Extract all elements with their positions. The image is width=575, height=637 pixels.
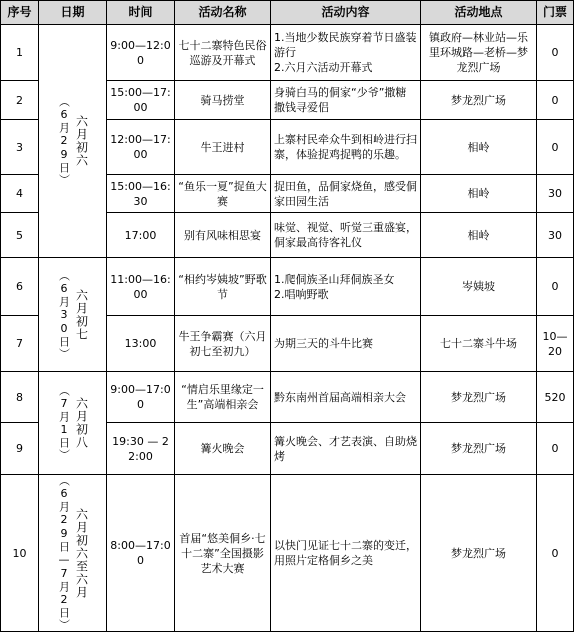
- activity-name-cell: “相约岑姨坡”野歌节: [175, 258, 271, 316]
- activity-name-cell: “鱼乐一夏”捉鱼大赛: [175, 175, 271, 213]
- lunar-date: 六月初六: [74, 115, 89, 167]
- time-cell: 9:00—12:00: [107, 25, 175, 81]
- ticket-cell: 0: [537, 423, 574, 475]
- ticket-cell: 0: [537, 258, 574, 316]
- ticket-cell: 520: [537, 372, 574, 423]
- activity-content-cell: 为期三天的斗牛比赛: [271, 316, 421, 372]
- ticket-cell: 0: [537, 120, 574, 175]
- ticket-cell: 30: [537, 213, 574, 258]
- ticket-cell: 0: [537, 475, 574, 632]
- activity-place-cell: 相岭: [421, 120, 537, 175]
- activity-name-cell: 首届“悠美侗乡·七十二寨”全国摄影艺术大赛: [175, 475, 271, 632]
- solar-date: （6月29日）: [57, 96, 71, 186]
- time-cell: 9:00—17:00: [107, 372, 175, 423]
- activity-content-cell: 上寨村民牵众牛到相岭进行扫寨，体验捉鸡捉鸭的乐趣。: [271, 120, 421, 175]
- time-cell: 15:00—17:00: [107, 81, 175, 120]
- solar-date: （7月1日）: [57, 385, 71, 461]
- date-cell: [39, 25, 107, 258]
- activity-place-cell: 梦龙烈广场: [421, 475, 537, 632]
- time-cell: 19:30 — 22:00: [107, 423, 175, 475]
- table-row: [1, 475, 574, 632]
- header-content: 活动内容: [271, 1, 421, 25]
- header-seq: 序号: [1, 1, 39, 25]
- ticket-cell: 0: [537, 25, 574, 81]
- seq-cell: 8: [1, 372, 39, 423]
- activity-name-cell: “情启乐里缘定一生”高端相亲会: [175, 372, 271, 423]
- seq-cell: 4: [1, 175, 39, 213]
- seq-cell: 7: [1, 316, 39, 372]
- date-cell: [39, 258, 107, 372]
- lunar-date: 六月初六至六月: [74, 507, 89, 599]
- lunar-date: 六月初八: [74, 397, 89, 449]
- activity-content-cell: 黔东南州首届高端相亲大会: [271, 372, 421, 423]
- time-cell: 12:00—17:00: [107, 120, 175, 175]
- activity-place-cell: 梦龙烈广场: [421, 423, 537, 475]
- time-cell: 15:00—16:30: [107, 175, 175, 213]
- date-group: [39, 96, 106, 186]
- date-cell: [39, 475, 107, 632]
- time-cell: 17:00: [107, 213, 175, 258]
- date-group: [39, 475, 106, 631]
- activity-name-cell: 牛王争霸赛（六月初七至初九）: [175, 316, 271, 372]
- time-cell: 13:00: [107, 316, 175, 372]
- seq-cell: 6: [1, 258, 39, 316]
- header-place: 活动地点: [421, 1, 537, 25]
- seq-cell: 10: [1, 475, 39, 632]
- time-cell: 11:00—16:00: [107, 258, 175, 316]
- solar-date: （6月29日—7月2日）: [57, 475, 71, 631]
- seq-cell: 3: [1, 120, 39, 175]
- activity-content-cell: 篝火晚会、才艺表演、自助烧烤: [271, 423, 421, 475]
- seq-cell: 1: [1, 25, 39, 81]
- header-time: 时间: [107, 1, 175, 25]
- seq-cell: 2: [1, 81, 39, 120]
- ticket-cell: 0: [537, 81, 574, 120]
- date-cell: [39, 372, 107, 475]
- table-row: [1, 258, 574, 316]
- activity-name-cell: 别有风味相思宴: [175, 213, 271, 258]
- date-group: [39, 385, 106, 461]
- lunar-date: 六月初七: [74, 288, 89, 341]
- header-name: 活动名称: [175, 1, 271, 25]
- activity-name-cell: 七十二寨特色民俗巡游及开幕式: [175, 25, 271, 81]
- activity-content-cell: 以快门见证七十二寨的变迁，用照片定格侗乡之美: [271, 475, 421, 632]
- activity-content-cell: 1.当地少数民族穿着节日盛装游行 2.六月六活动开幕式: [271, 25, 421, 81]
- activity-place-cell: 七十二寨斗牛场: [421, 316, 537, 372]
- header-date: 日期: [39, 1, 107, 25]
- table-row: [1, 372, 574, 423]
- activity-name-cell: 篝火晚会: [175, 423, 271, 475]
- activity-place-cell: 镇政府—林业站—乐里环城路—老桥—梦龙烈广场: [421, 25, 537, 81]
- header-row: [1, 1, 574, 25]
- activity-name-cell: 牛王进村: [175, 120, 271, 175]
- time-cell: 8:00—17:00: [107, 475, 175, 632]
- activity-place-cell: 相岭: [421, 175, 537, 213]
- activity-place-cell: 梦龙烈广场: [421, 372, 537, 423]
- activity-place-cell: 相岭: [421, 213, 537, 258]
- ticket-cell: 10—20: [537, 316, 574, 372]
- activity-place-cell: 梦龙烈广场: [421, 81, 537, 120]
- header-ticket: 门票: [537, 1, 574, 25]
- solar-date: （6月30日）: [57, 269, 71, 360]
- activity-content-cell: 捉田鱼，品侗家烧鱼，感受侗家田园生活: [271, 175, 421, 213]
- activity-content-cell: 1.爬侗族圣山拜侗族圣女 2.唱响野歌: [271, 258, 421, 316]
- activity-place-cell: 岑姨坡: [421, 258, 537, 316]
- seq-cell: 9: [1, 423, 39, 475]
- seq-cell: 5: [1, 213, 39, 258]
- activity-content-cell: 味觉、视觉、听觉三重盛宴，侗家最高待客礼仪: [271, 213, 421, 258]
- activity-name-cell: 骑马捞堂: [175, 81, 271, 120]
- activity-content-cell: 身骑白马的侗家“少爷”撒糖撒钱寻爱侣: [271, 81, 421, 120]
- date-group: [39, 270, 106, 360]
- ticket-cell: 30: [537, 175, 574, 213]
- table-row: [1, 25, 574, 81]
